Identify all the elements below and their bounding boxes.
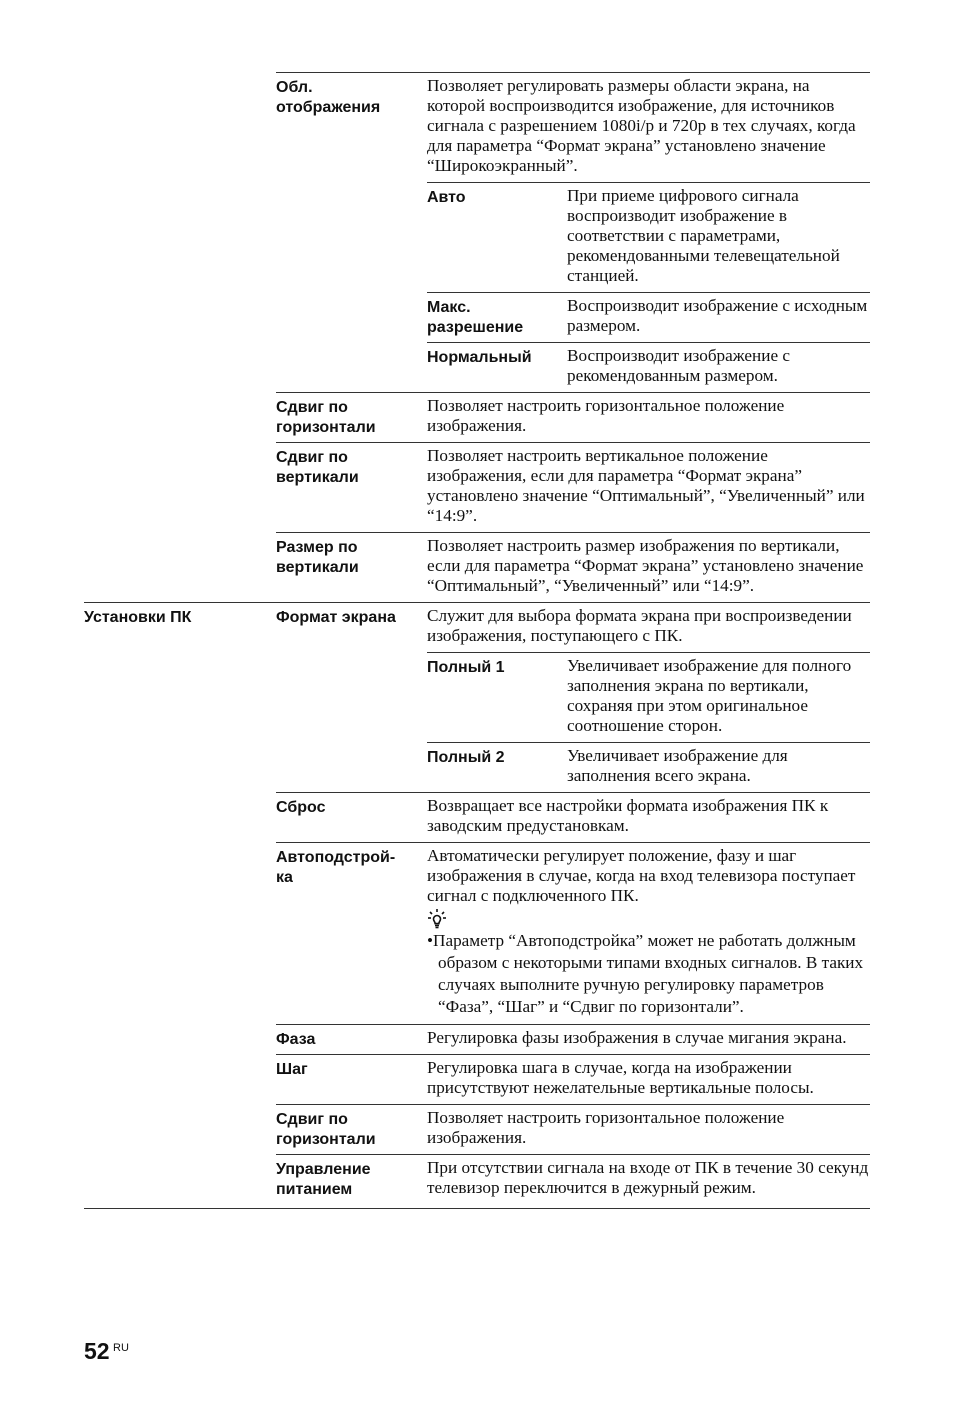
setting-row-reset [276,792,870,842]
option-description: Воспроизводит изображение с рекомендованным размером. [567,346,791,385]
setting-row-display-area [276,72,870,392]
setting-label: Размер по вертикали [276,539,359,576]
settings-table [84,72,870,1204]
tip-text: •Параметр “Автоподстройка” может не работать должным образом с некоторыми типами входных сигналов. В таких случаях выполните ручную регулировку параметров “Фаза”, “Шаг” и “Сдвиг по горизонтали”. [427,931,864,1016]
setting-label: Сдвиг по горизонтали [276,399,376,436]
pc-settings-group [276,603,870,1204]
setting-label: Шаг [276,1061,308,1078]
option-label: Полный 1 [427,659,505,676]
setting-description: Позволяет регулировать размеры области экрана, на которой воспроизводится изображение, для источников сигнала с разрешением 1080i/p и 720p в тех случаях, когда для параметра “Формат экрана” установлено значение “Широкоэкранный”. [427,76,856,175]
setting-label: Формат экрана [276,609,396,626]
option-label: Нормальный [427,349,532,366]
option-label: Макс. разрешение [427,299,524,336]
setting-description: Служит для выбора формата экрана при воспроизведении изображения, поступающего с ПК. [427,606,852,645]
pc-settings-section [84,602,870,1204]
option-description: Увеличивает изображение для заполнения всего экрана. [567,746,788,785]
setting-description: Возвращает все настройки формата изображения ПК к заводским предустановкам. [427,796,829,835]
setting-row-auto-adjust [276,842,870,1024]
setting-label: Сдвиг по вертикали [276,449,359,486]
picture-settings-group [276,72,870,602]
option-row [427,342,870,392]
option-label: Авто [427,189,466,206]
setting-row-phase [276,1024,870,1054]
setting-description: Регулировка фазы изображения в случае мигания экрана. [427,1028,847,1047]
setting-row-h-shift-pc [276,1104,870,1154]
options-list [427,652,870,792]
option-description: При приеме цифрового сигнала воспроизводит изображение в соответствии с параметрами, рекомендованными телевещательной станцией. [567,186,840,285]
setting-description: Позволяет настроить вертикальное положение изображения, если для параметра “Формат экрана” установлено значение “Оптимальный”, “Увеличенный” или “14:9”. [427,446,865,525]
option-row [427,182,870,292]
option-row [427,742,870,792]
setting-description: Регулировка шага в случае, когда на изображении присутствуют нежелательные вертикальные полосы. [427,1058,814,1097]
option-row [427,292,870,342]
table-bottom-rule [84,1208,870,1209]
option-row [427,652,870,742]
lightbulb-icon [427,908,447,930]
setting-description: Позволяет настроить горизонтальное положение изображения. [427,1108,785,1147]
setting-label: Сброс [276,799,326,816]
setting-description: Позволяет настроить горизонтальное положение изображения. [427,396,785,435]
option-description: Увеличивает изображение для полного заполнения экрана по вертикали, сохраняя при этом оригинальное соотношение сторон. [567,656,852,735]
setting-description: Автоматически регулирует положение, фазу и шаг изображения в случае, когда на вход телевизора поступает сигнал с подключенного ПК. [427,846,856,905]
setting-label: Сдвиг по горизонтали [276,1111,376,1148]
setting-label: Обл. отображения [276,79,381,116]
setting-row-v-shift [276,442,870,532]
setting-row-h-shift [276,392,870,442]
setting-row-power-management [276,1154,870,1204]
page-number: 52 [84,1338,110,1364]
setting-label: Управление питанием [276,1161,371,1198]
setting-row-screen-format [276,603,870,792]
option-description: Воспроизводит изображение с исходным размером. [567,296,868,335]
page-language-code: RU [113,1342,129,1354]
setting-row-pitch [276,1054,870,1104]
section-label: Установки ПК [84,609,192,626]
setting-label: Автоподстрой- ка [276,849,396,886]
options-list [427,182,870,392]
setting-description: Позволяет настроить размер изображения по вертикали, если для параметра “Формат экрана” установлено значение “Оптимальный”, “Увеличенный” или “14:9”. [427,536,864,595]
setting-row-v-size [276,532,870,602]
setting-description: При отсутствии сигнала на входе от ПК в течение 30 секунд телевизор переключится в дежурный режим. [427,1158,869,1197]
option-label: Полный 2 [427,749,505,766]
setting-label: Фаза [276,1031,316,1048]
tip-block [427,908,870,1024]
